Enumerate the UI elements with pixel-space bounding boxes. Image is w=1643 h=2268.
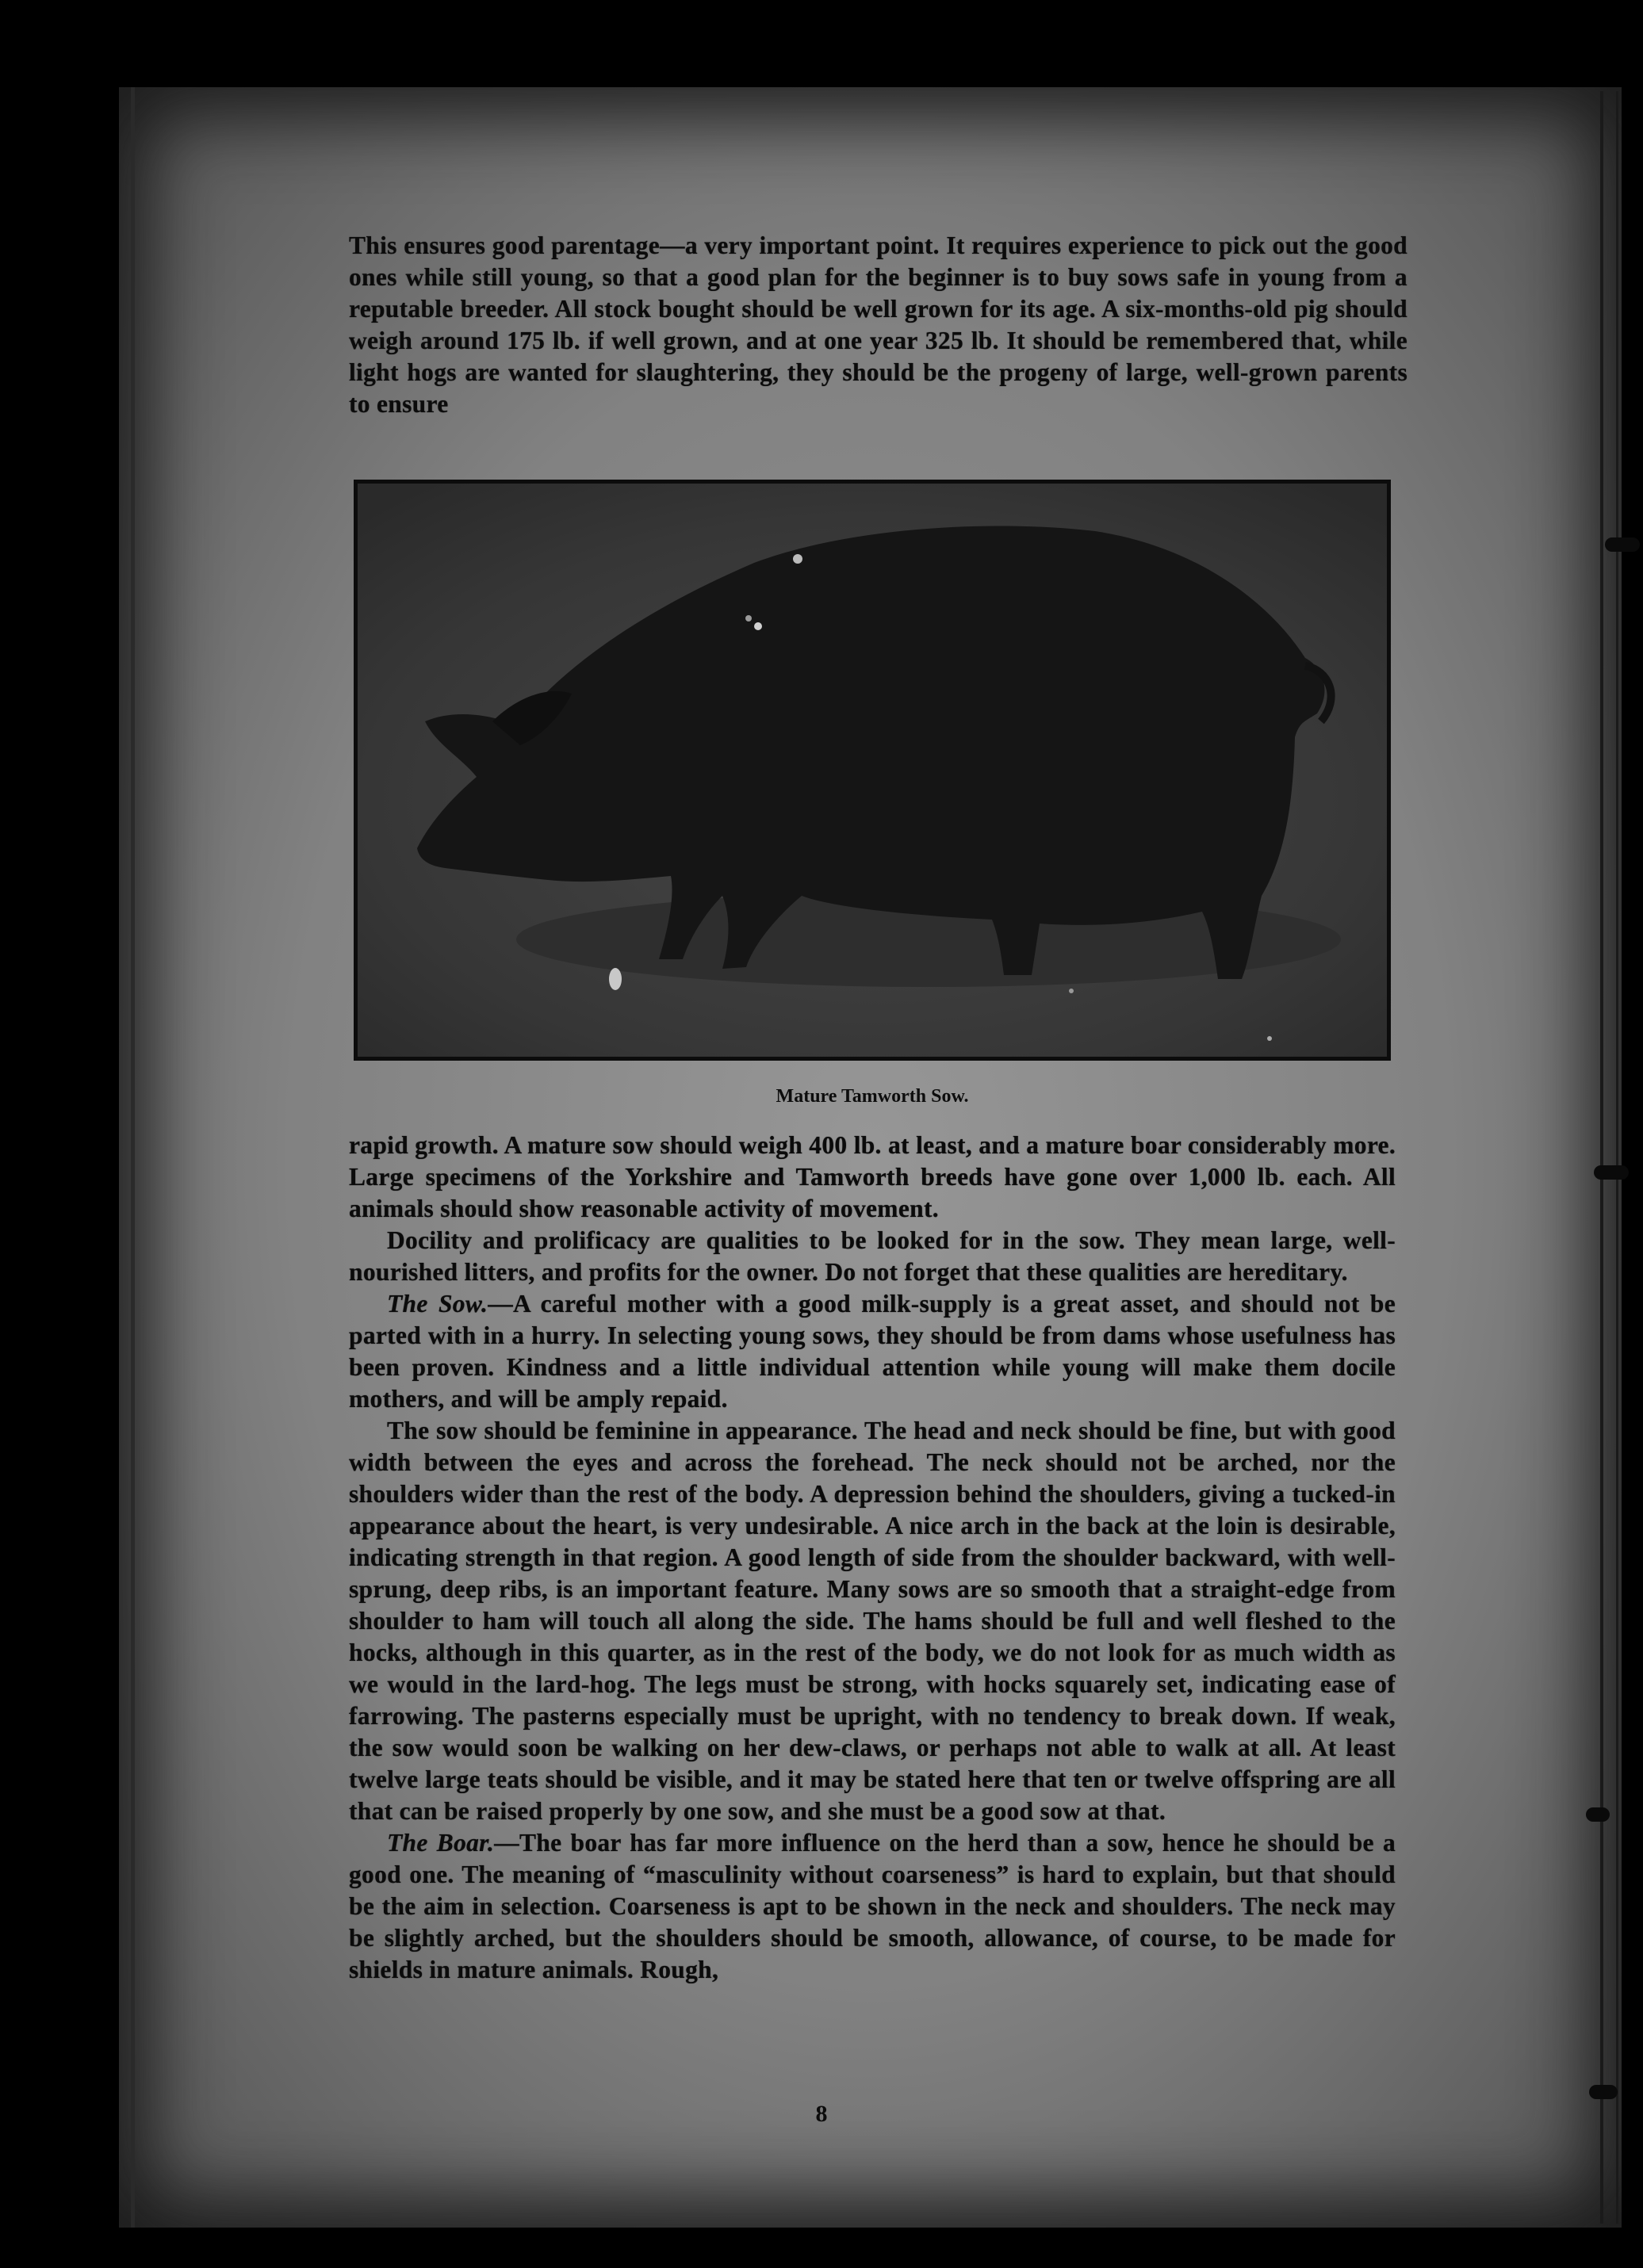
top-paragraph (349, 230, 1407, 420)
run-in-heading-sow: The Sow. (387, 1290, 488, 1318)
binding-edge-line (1600, 91, 1603, 2224)
pig-photo (358, 484, 1387, 1057)
paragraph-docility: Docility and prolificacy are qualities to be looked for in the sow. They mean large, well-nourished litters, and profits for the owner. Do not forget that these qualities are hereditary. (349, 1226, 1396, 1286)
page-edge-line (131, 87, 135, 2228)
paragraph-the-sow (349, 1288, 1396, 1415)
paragraph-the-boar (349, 1827, 1396, 1986)
binding-clip (1586, 1807, 1610, 1822)
photo-figure (354, 480, 1391, 1061)
run-in-heading-boar: The Boar. (387, 1829, 495, 1857)
page-number: 8 (815, 2101, 828, 2127)
paragraph-sow-text: —A careful mother with a good milk-supply is a great asset, and should not be parted with in a hurry. In selecting young sows, they should be from dams whose usefulness has been proven. Kindness and a little individual attention while young will make them docile mothers, and will be amply repaid. (349, 1290, 1396, 1413)
binding-clip (1594, 1165, 1629, 1180)
paragraph-text: This ensures good parentage—a very important point. It requires experience to pick out the good ones while still young, so that a good plan for the beginner is to buy sows safe in young from a reputable breeder. All stock bought should be well grown for its age. A six-months-old pig should weigh around 175 lb. if well grown, and at one year 325 lb. It should be remembered that, while light hogs are wanted for slaughtering, they should be the progeny of large, well-grown parents to ensure (349, 231, 1407, 418)
binding-edge-line (1616, 91, 1618, 2224)
paragraph-sow-appearance: The sow should be feminine in appearance. The head and neck should be fine, but with good width between the eyes and across the forehead. The neck should not be arched, nor the shoulders wider than the rest of the body. A depression behind the shoulders, giving a tucked-in appearance about the heart, is very undesirable. A nice arch in the back at the loin is desirable, indicating strength in that region. A good length of side from the shoulder backward, with well-sprung, deep ribs, is an important feature. Many sows are so smooth that a straight-edge from shoulder to ham will touch all along the side. The hams should be full and well fleshed to the hocks, although in this quarter, as in the rest of the body, we do not look for as much width as we would in the lard-hog. The legs must be strong, with hocks squarely set, indicating ease of farrowing. The pasterns especially must be upright, with no tendency to break down. If weak, the sow would soon be walking on her dew-claws, or perhaps not able to walk at all. At least twelve large teats should be visible, and it may be stated here that ten or twelve offspring are all that can be raised properly by one sow, and she must be a good sow at that. (349, 1417, 1396, 1825)
figure-caption: Mature Tamworth Sow. (776, 1086, 969, 1107)
paragraph-boar-text: —The boar has far more influence on the herd than a sow, hence he should be a good one. The meaning of “masculinity without coarseness” is hard to explain, but that should be the aim in selection. Coarseness is apt to be shown in the neck and shoulders. The neck may be slightly arched, but the shoulders should be smooth, allowance, of course, to be made for shields in mature animals. Rough, (349, 1829, 1396, 1983)
binding-clip (1589, 2085, 1618, 2099)
body-text (349, 1130, 1396, 1986)
binding-clip (1605, 537, 1640, 552)
paragraph-growth: rapid growth. A mature sow should weigh 400 lb. at least, and a mature boar considerably more. Large specimens of the Yorkshire and Tamworth breeds have gone over 1,000 lb. each. All animals should show reasonable activity of movement. (349, 1131, 1396, 1222)
